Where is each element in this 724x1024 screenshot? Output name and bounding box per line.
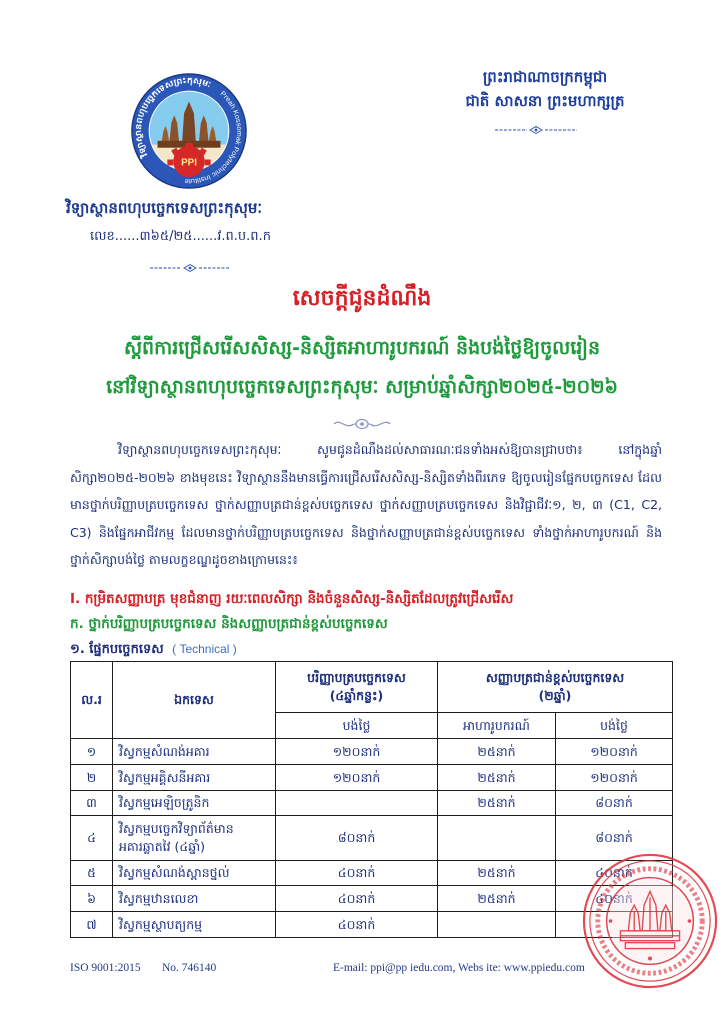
subheader-bachelor-paid: បង់ថ្លៃ	[276, 713, 438, 739]
cell-hd-scholarship: ២៥នាក់	[438, 739, 556, 765]
cell-specialty-line-1: វិស្វកម្មបច្ចេកវិទ្យាព័ត៌មាន	[119, 821, 234, 836]
header-no: ល.រ	[71, 662, 113, 739]
footer-iso: ISO 9001:2015	[70, 962, 141, 974]
cell-bachelor-paid: ៤០នាក់	[276, 886, 438, 912]
cell-hd-scholarship: ២៥នាក់	[438, 886, 556, 912]
cell-specialty: វិស្វកម្មស្ថាបត្យកម្ម	[113, 912, 276, 938]
cell-hd-paid: ៨០នាក់	[556, 791, 673, 816]
section-heading-a: ក. ថ្នាក់បរិញ្ញាបត្របច្ចេកទេស និងសញ្ញាបត្រជាន់ខ្ពស់បច្ចេកទេស	[70, 616, 388, 632]
cell-specialty: វិស្វកម្មអេឡិចត្រូនិក	[113, 791, 276, 816]
cell-hd-paid: ៤០នាក់	[556, 886, 673, 912]
cell-specialty: វិស្វកម្មអគ្គិសនីអគារ	[113, 765, 276, 791]
institute-logo	[130, 72, 248, 190]
header-bachelor-duration: (៤ឆ្នាំកន្លះ)	[329, 688, 384, 703]
logo-english-name: Preah Kossomak Polytechnic Institute	[184, 90, 243, 185]
cell-specialty-line-2: អគារឆ្លាតវៃ (៤ឆ្នាំ)	[119, 839, 206, 854]
announcement-title: សេចក្តីជូនដំណឹង	[292, 286, 432, 311]
cell-specialty: វិស្វកម្មសំណង់ស្ពានថ្នល់	[113, 861, 276, 886]
announcement-subtitle-line-1: ស្តីពីការជ្រើសរើសសិស្ស-និស្សិតអាហារូបករណ៍ និងបង់ថ្លៃឱ្យចូលរៀន	[123, 337, 601, 359]
decorative-line-left	[150, 263, 230, 273]
cell-no: ១	[71, 739, 113, 765]
logo-khmer-name: វិទ្យាស្ថានពហុបច្ចេកទេសព្រះកុសុមៈ	[133, 75, 211, 159]
cell-no: ៥	[71, 861, 113, 886]
cell-bachelor-paid: ៤០នាក់	[276, 861, 438, 886]
cell-bachelor-paid: ៤០នាក់	[276, 912, 438, 938]
table-row	[71, 739, 673, 765]
cell-bachelor-paid	[276, 791, 438, 816]
header-specialty: ឯកទេស	[113, 662, 276, 739]
cell-hd-scholarship: ២៥នាក់	[438, 861, 556, 886]
announcement-subtitle-line-2: នៅវិទ្យាស្ថានពហុបច្ចេកទេសព្រះកុសុមៈ សម្រាប់ឆ្នាំសិក្សា២០២៥-២០២៦	[106, 376, 618, 398]
cell-no: ៤	[71, 816, 113, 861]
ornament-divider	[332, 416, 392, 432]
subheader-hd-paid: បង់ថ្លៃ	[556, 713, 673, 739]
cell-hd-scholarship	[438, 816, 556, 861]
table-row	[71, 765, 673, 791]
cell-specialty	[113, 816, 276, 861]
cell-hd-paid: ៤០នាក់	[556, 861, 673, 886]
header-higher-diploma	[438, 662, 673, 713]
cell-hd-scholarship	[438, 912, 556, 938]
logo-abbreviation: PPI	[181, 157, 197, 169]
cell-bachelor-paid: ៨០នាក់	[276, 816, 438, 861]
subheader-hd-scholarship: អាហារូបករណ៍	[438, 713, 556, 739]
cell-specialty: វិស្វកម្មសំណង់អគារ	[113, 739, 276, 765]
national-motto: ជាតិ សាសនា ព្រះមហាក្សត្រ	[465, 92, 625, 110]
technical-label-khmer: ១. ផ្នែកបច្ចេកទេស	[70, 642, 164, 657]
reference-number: លេខ......៣៦៥/២៥......វ.ព.ប.ព.ក	[90, 229, 271, 244]
kingdom-heading: ព្រះរាជាណាចក្រកម្ពុជា	[482, 68, 608, 86]
cell-no: ៣	[71, 791, 113, 816]
header-higher-diploma-duration: (២ឆ្នាំ)	[538, 688, 572, 703]
header-bachelor	[276, 662, 438, 713]
cell-hd-paid: ១២០នាក់	[556, 739, 673, 765]
table-row	[71, 791, 673, 816]
official-seal-stamp	[581, 852, 719, 990]
table-header-row	[71, 662, 673, 713]
footer-contact: E-mail: ppi@pp iedu.com, Webs ite: www.ppiedu.com	[333, 962, 585, 974]
cell-no: ៦	[71, 886, 113, 912]
cell-hd-paid: ៨០នាក់	[556, 816, 673, 861]
cell-bachelor-paid: ១២០នាក់	[276, 739, 438, 765]
cell-no: ៧	[71, 912, 113, 938]
announcement-body: វិទ្យាស្ថានពហុបច្ចេកទេសព្រះកុសុមៈ សូមជូនដំណឹងដល់សាធារណៈជនទាំងអស់ឱ្យបានជ្រាបថា៖ នៅក្នុងឆ្នាំសិក្សា២០២៥-២០២៦ ខាងមុខនេះ វិទ្យាស្ថាននឹងមានធ្វើការជ្រើសរើសសិស្ស-និស្សិតទាំងពីរភេទ ឱ្យចូលរៀនផ្នែកបច្ចេកទេស ដែលមានថ្នាក់បរិញ្ញាបត្របច្ចេកទេស ថ្នាក់សញ្ញាបត្រជាន់ខ្ពស់បច្ចេកទេស ថ្នាក់សញ្ញាបត្របច្ចេកទេស និងវិជ្ជាជីវៈ១, ២, ៣ (C1, C2, C3) និងផ្នែកអាជីវកម្ម ដែលមានថ្នាក់បរិញ្ញាបត្របច្ចេកទេស និងថ្នាក់សញ្ញាបត្រជាន់ខ្ពស់បច្ចេកទេស ទាំងថ្នាក់អាហារូបករណ៍ និងថ្នាក់សិក្សាបង់ថ្លៃ តាមលក្ខខណ្ឌដូចខាងក្រោមនេះ៖	[70, 442, 662, 567]
cell-hd-scholarship: ២៥នាក់	[438, 791, 556, 816]
footer-iso-number: No. 746140	[162, 962, 217, 974]
technical-label-english: ( Technical )	[172, 642, 237, 656]
section-heading-technical	[70, 638, 670, 661]
header-bachelor-label: បរិញ្ញាបត្របច្ចេកទេស	[307, 670, 406, 685]
header-higher-diploma-label: សញ្ញាបត្រជាន់ខ្ពស់បច្ចេកទេស	[485, 670, 625, 685]
cell-hd-scholarship: ២៥នាក់	[438, 765, 556, 791]
decorative-line-right	[495, 125, 577, 135]
section-heading-1: I. កម្រិតសញ្ញាបត្រ មុខជំនាញ រយៈពេលសិក្សា និងចំនួនសិស្ស-និស្សិតដែលត្រូវជ្រើសរើស	[70, 591, 514, 607]
institute-name: វិទ្យាស្ថានពហុបច្ចេកទេសព្រះកុសុមៈ	[66, 199, 263, 217]
cell-no: ២	[71, 765, 113, 791]
cell-bachelor-paid: ១២០នាក់	[276, 765, 438, 791]
cell-hd-paid: ១២០នាក់	[556, 765, 673, 791]
cell-specialty: វិស្វកម្មឋានលេខា	[113, 886, 276, 912]
